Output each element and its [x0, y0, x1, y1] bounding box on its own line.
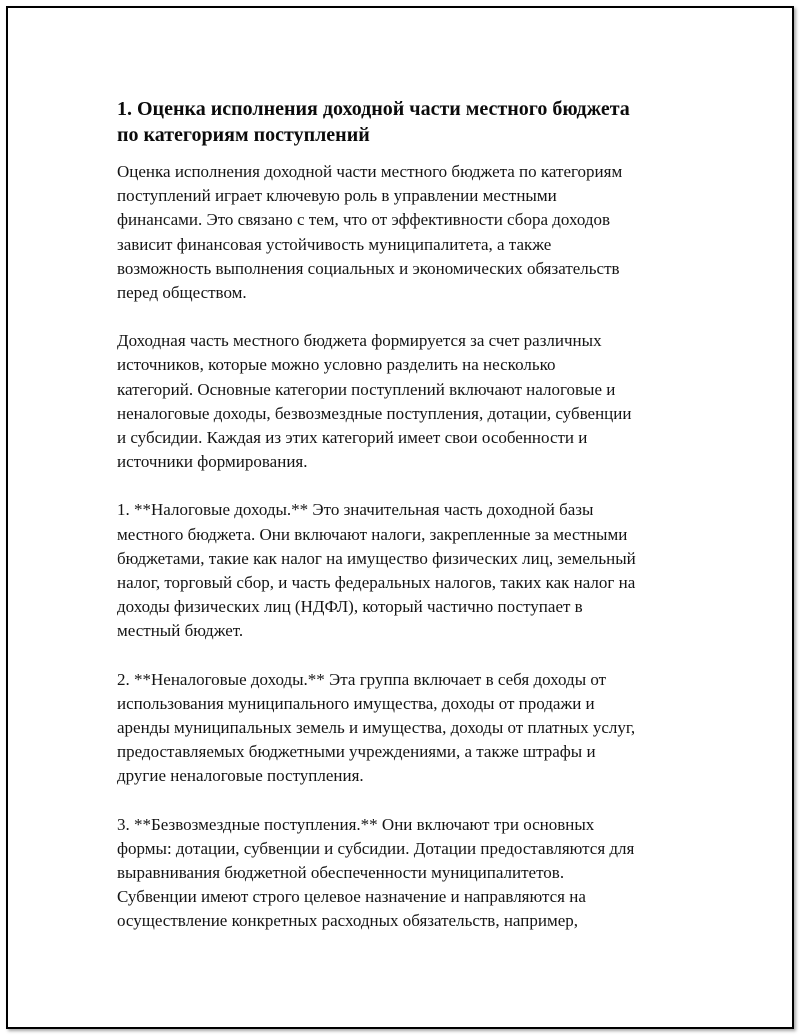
text-line: категорий. Основные категории поступлений включают налоговые и [117, 379, 616, 399]
text-line: Оценка исполнения доходной части местного бюджета по категориям [117, 162, 623, 181]
paragraph-tax-revenue [117, 498, 697, 643]
text-line: использования муниципального имущества, доходы от продажи и [117, 693, 595, 713]
title-line: 1. Оценка исполнения доходной части местного бюджета [117, 98, 630, 120]
text-line: предоставляемых бюджетными учреждениями, а также штрафы и [117, 742, 596, 762]
text-line: неналоговые доходы, безвозмездные поступления, дотации, субвенции [117, 403, 632, 423]
text-line: бюджетами, такие как налог на имущество физических лиц, земельный [117, 548, 636, 568]
text-line: другие неналоговые поступления. [117, 766, 364, 786]
text-line: выравнивания бюджетной обеспеченности муниципалитетов. [117, 863, 565, 883]
text-line: 3. **Безвозмездные поступления.** Они включают три основных [117, 814, 595, 834]
paragraph-gratuitous-receipts [117, 813, 697, 934]
text-line: и субсидии. Каждая из этих категорий имеет свои особенности и [117, 428, 588, 448]
text-line: зависит финансовая устойчивость муниципалитета, а также [117, 234, 552, 254]
text-line: местный бюджет. [117, 621, 244, 641]
text-line: источники формирования. [117, 452, 308, 472]
text-line: Доходная часть местного бюджета формируется за счет различных [117, 331, 602, 351]
text-line: местного бюджета. Они включают налоги, закрепленные за местными [117, 524, 628, 544]
text-line: источников, которые можно условно разделить на несколько [117, 355, 556, 375]
text-line: формы: дотации, субвенции и субсидии. Дотации предоставляются для [117, 838, 635, 858]
paragraph-non-tax-revenue [117, 668, 697, 789]
paragraph-intro [117, 160, 697, 305]
title-line: по категориям поступлений [117, 124, 370, 146]
text-line: осуществление конкретных расходных обязательств, например, [117, 911, 578, 931]
text-line: возможность выполнения социальных и экономических обязательств [117, 258, 620, 278]
paragraph-categories [117, 329, 697, 474]
text-line: 1. **Налоговые доходы.** Это значительная часть доходной базы [117, 500, 594, 520]
text-line: Субвенции имеют строго целевое назначение и направляются на [117, 887, 586, 907]
text-line: поступлений играет ключевую роль в управлении местными [117, 186, 557, 206]
text-line: аренды муниципальных земель и имущества, доходы от платных услуг, [117, 718, 636, 738]
text-line: финансами. Это связано с тем, что от эффективности сбора доходов [117, 210, 611, 230]
text-line: налог, торговый сбор, и часть федеральных налогов, таких как налог на [117, 573, 636, 593]
section-title [117, 96, 697, 148]
text-line: 2. **Неналоговые доходы.** Эта группа включает в себя доходы от [117, 669, 607, 689]
text-line: доходы физических лиц (НДФЛ), который частично поступает в [117, 597, 583, 617]
text-line: перед обществом. [117, 283, 247, 303]
document-body [117, 96, 697, 958]
